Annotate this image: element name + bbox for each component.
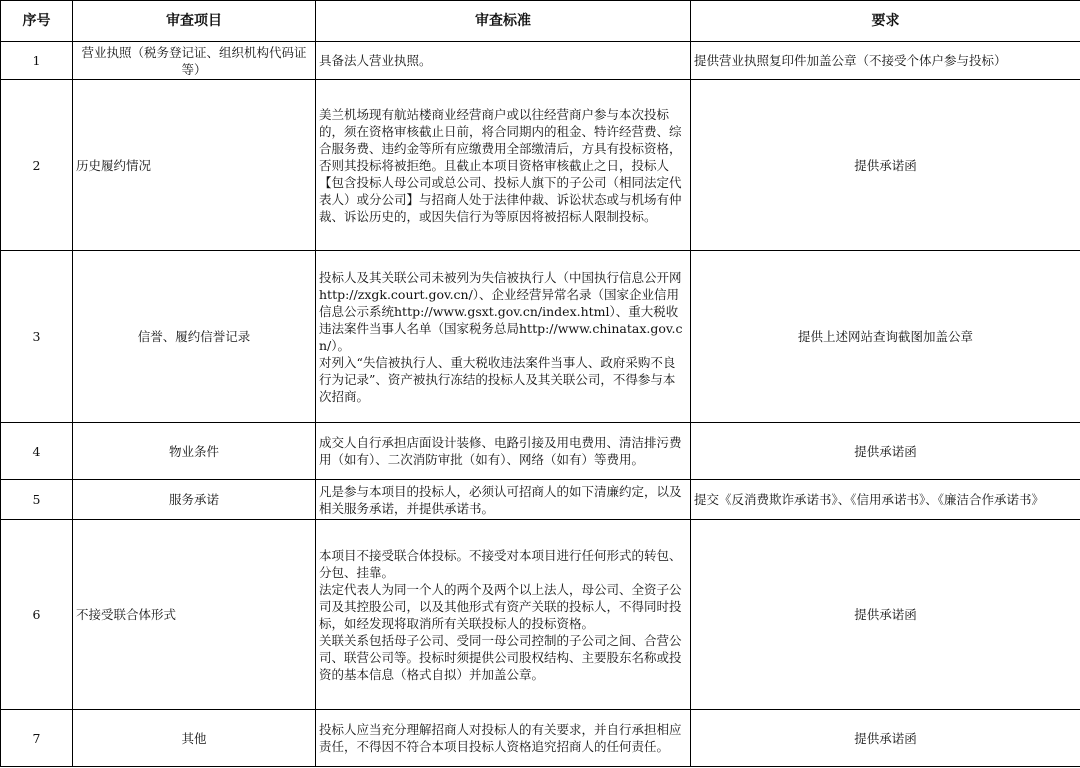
row-requirement: 提交《反消费欺诈承诺书》、《信用承诺书》、《廉洁合作承诺书》 (691, 480, 1080, 520)
standard-text: 成交人自行承担店面设计装修、电路引接及用电费用、清洁排污费用（如有）、二次消防审批（如有）、网络（如有）等费用。 (319, 435, 682, 467)
row-item: 不接受联合体形式 (73, 520, 316, 710)
row-item: 其他 (73, 710, 316, 767)
row-no: 2 (1, 80, 73, 251)
row-requirement: 提供承诺函 (691, 710, 1080, 767)
standard-text: 具备法人营业执照。 (319, 53, 432, 68)
header-requirement: 要求 (691, 1, 1080, 42)
row-no: 4 (1, 423, 73, 480)
standard-text: 投标人及其关联公司未被列为失信被执行人（中国执行信息公开网http://zxgk.court.gov.cn/）、企业经营异常名录（国家企业信用信息公示系统http://www.gsxt.gov.cn/index.html）、重大税收违法案件当事人名单（国家税务总局http://www.chinatax.gov.cn/）。 (319, 269, 683, 353)
row-no: 7 (1, 710, 73, 767)
standard-text: 凡是参与本项目的投标人，必须认可招商人的如下清廉约定，以及相关服务承诺，并提供承诺书。 (319, 483, 682, 516)
table-row (1, 80, 1080, 251)
row-standard (316, 423, 691, 480)
standard-text: 美兰机场现有航站楼商业经营商户或以往经营商户参与本次投标的，须在资格审核截止日前，将合同期内的租金、特许经营费、综合服务费、违约金等所有应缴费用全部缴清后，方具有投标资格，否则其投标将被拒绝。且截止本项目资格审核截止之日，投标人【包含投标人母公司或总公司、投标人旗下的子公司（相同法定代表人）或分公司】与招商人处于法律仲裁、诉讼状态或与机场有仲裁、诉讼历史的，或因失信行为等原因将被招标人限制投标。 (319, 106, 682, 224)
row-standard (316, 42, 691, 80)
header-item: 审查项目 (73, 1, 316, 42)
standard-text: 对列入“失信被执行人、重大税收违法案件当事人、政府采购不良行为记录”、资产被执行冻结的投标人及其关联公司，不得参与本次招商。 (319, 354, 676, 404)
row-item: 营业执照（税务登记证、组织机构代码证等） (73, 42, 316, 80)
row-standard (316, 80, 691, 251)
table-row (1, 251, 1080, 423)
row-requirement: 提供承诺函 (691, 80, 1080, 251)
row-standard (316, 710, 691, 767)
row-requirement: 提供上述网站查询截图加盖公章 (691, 251, 1080, 423)
row-no: 3 (1, 251, 73, 423)
row-no: 1 (1, 42, 73, 80)
row-no: 5 (1, 480, 73, 520)
header-standard: 审查标准 (316, 1, 691, 42)
header-row (1, 1, 1080, 42)
table-row (1, 710, 1080, 767)
row-requirement: 提供承诺函 (691, 520, 1080, 710)
row-item: 历史履约情况 (73, 80, 316, 251)
table-row (1, 423, 1080, 480)
standard-text: 关联关系包括母子公司、受同一母公司控制的子公司之间、合营公司、联营公司等。投标时须提供公司股权结构、主要股东名称或投资的基本信息（格式自拟）并加盖公章。 (319, 632, 682, 682)
row-standard (316, 480, 691, 520)
standard-text: 投标人应当充分理解招商人对投标人的有关要求，并自行承担相应责任，不得因不符合本项目投标人资格追究招商人的任何责任。 (319, 722, 682, 754)
table-row (1, 42, 1080, 80)
header-no: 序号 (1, 1, 73, 42)
row-standard (316, 520, 691, 710)
row-standard (316, 251, 691, 423)
row-item: 信誉、履约信誉记录 (73, 251, 316, 423)
row-requirement: 提供承诺函 (691, 423, 1080, 480)
row-no: 6 (1, 520, 73, 710)
standard-text: 本项目不接受联合体投标。不接受对本项目进行任何形式的转包、分包、挂靠。 (319, 547, 682, 580)
standard-text: 法定代表人为同一个人的两个及两个以上法人，母公司、全资子公司及其控股公司，以及其他形式有资产关联的投标人，不得同时投标，如经发现将取消所有关联投标人的投标资格。 (319, 581, 682, 631)
row-item: 服务承诺 (73, 480, 316, 520)
table-row (1, 520, 1080, 710)
table-row (1, 480, 1080, 520)
row-item: 物业条件 (73, 423, 316, 480)
row-requirement: 提供营业执照复印件加盖公章（不接受个体户参与投标） (691, 42, 1080, 80)
